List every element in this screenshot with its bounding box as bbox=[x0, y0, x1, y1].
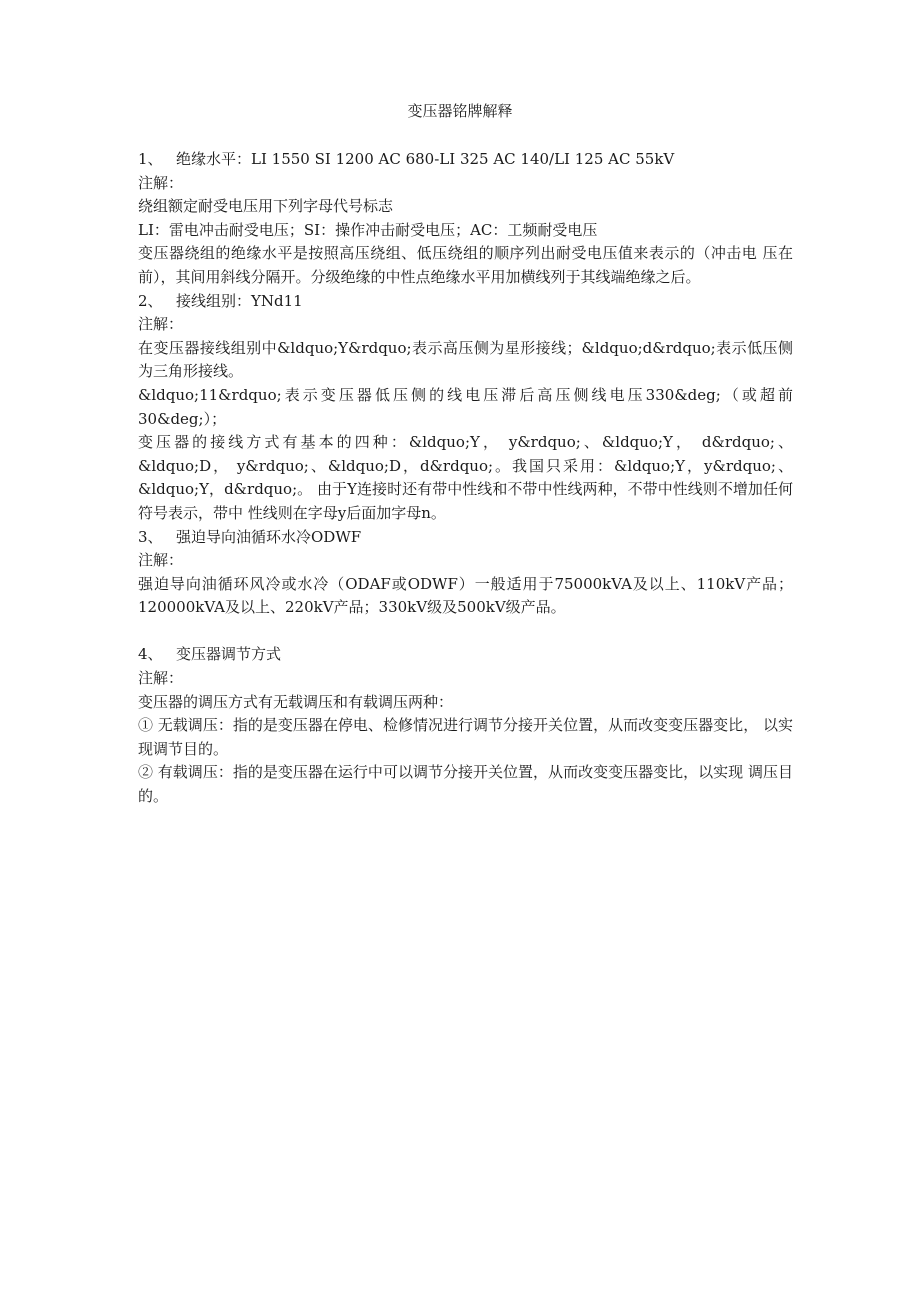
section-4-heading-text: 变压器调节方式 bbox=[176, 645, 282, 664]
document-body bbox=[138, 148, 793, 809]
section-1-number: 1、 bbox=[138, 150, 163, 168]
section-3-paragraph-1: 强迫导向油循环风冷或水冷（ODAF或ODWF）一般适用于75000kVA及以上、110kV产品；120000kVA及以上、220kV产品；330kV级及500kV级产品。 bbox=[138, 574, 793, 617]
section-2-note-label: 注解： bbox=[138, 315, 184, 334]
section-4-paragraph-2: ① 无载调压：指的是变压器在停电、检修情况进行调节分接开关位置，从而改变变压器变比， 以实现调节目的。 bbox=[138, 716, 793, 758]
section-4-note-label: 注解： bbox=[138, 669, 184, 688]
section-4-heading bbox=[138, 643, 793, 667]
document-title: 变压器铭牌解释 bbox=[407, 102, 513, 120]
section-1-paragraph-2: LI：雷电冲击耐受电压；SI：操作冲击耐受电压；AC：工频耐受电压 bbox=[138, 220, 598, 239]
section-2-heading bbox=[138, 290, 793, 314]
section-spacer bbox=[138, 620, 793, 644]
section-2-paragraph-3: 变压器的接线方式有基本的四种：&ldquo;Y， y&rdquo;、&ldquo;Y， d&rdquo;、&ldquo;D， y&rdquo;、&ldquo;D，d&rdquo;。我国只采用：&ldquo;Y，y&rdquo;、&ldquo;Y，d&rdquo;。 由于Y连接时还有带中性线和不带中性线两种，不带中性线则不增加任何符号表示，带中 性线则在字母y后面加字母n。 bbox=[138, 433, 793, 522]
section-4-number: 4、 bbox=[138, 645, 163, 664]
section-2-paragraph-2: &ldquo;11&rdquo;表示变压器低压侧的线电压滞后高压侧线电压330&deg;（或超前 30&deg;）； bbox=[138, 385, 793, 428]
section-1-heading bbox=[138, 148, 793, 172]
section-2-paragraph-1: 在变压器接线组别中&ldquo;Y&rdquo;表示高压侧为星形接线；&ldquo;d&rdquo;表示低压侧为三角形接线。 bbox=[138, 338, 793, 381]
section-3-note-label: 注解： bbox=[138, 551, 184, 570]
section-3-number: 3、 bbox=[138, 527, 163, 546]
section-4-paragraph-3: ② 有载调压：指的是变压器在运行中可以调节分接开关位置，从而改变变压器变比，以实现 调压目的。 bbox=[138, 763, 793, 806]
section-2-heading-text: 接线组别：YNd11 bbox=[176, 291, 303, 310]
section-1-paragraph-3: 变压器绕组的绝缘水平是按照高压绕组、低压绕组的顺序列出耐受电压值来表示的（冲击电 压在前），其间用斜线分隔开。分级绝缘的中性点绝缘水平用加横线列于其线端绝缘之后。 bbox=[138, 244, 793, 286]
section-3-heading-text: 强迫导向油循环水冷ODWF bbox=[176, 527, 362, 546]
section-1-note-label: 注解： bbox=[138, 173, 184, 192]
section-4-paragraph-1: 变压器的调压方式有无载调压和有载调压两种： bbox=[138, 692, 454, 711]
section-1-heading-text: 绝缘水平：LI 1550 SI 1200 AC 680-LI 325 AC 140/LI 125 AC 55kV bbox=[176, 150, 675, 168]
section-2-number: 2、 bbox=[138, 291, 163, 310]
section-1-paragraph-1: 绕组额定耐受电压用下列字母代号标志 bbox=[138, 197, 394, 216]
section-3-heading bbox=[138, 526, 793, 550]
